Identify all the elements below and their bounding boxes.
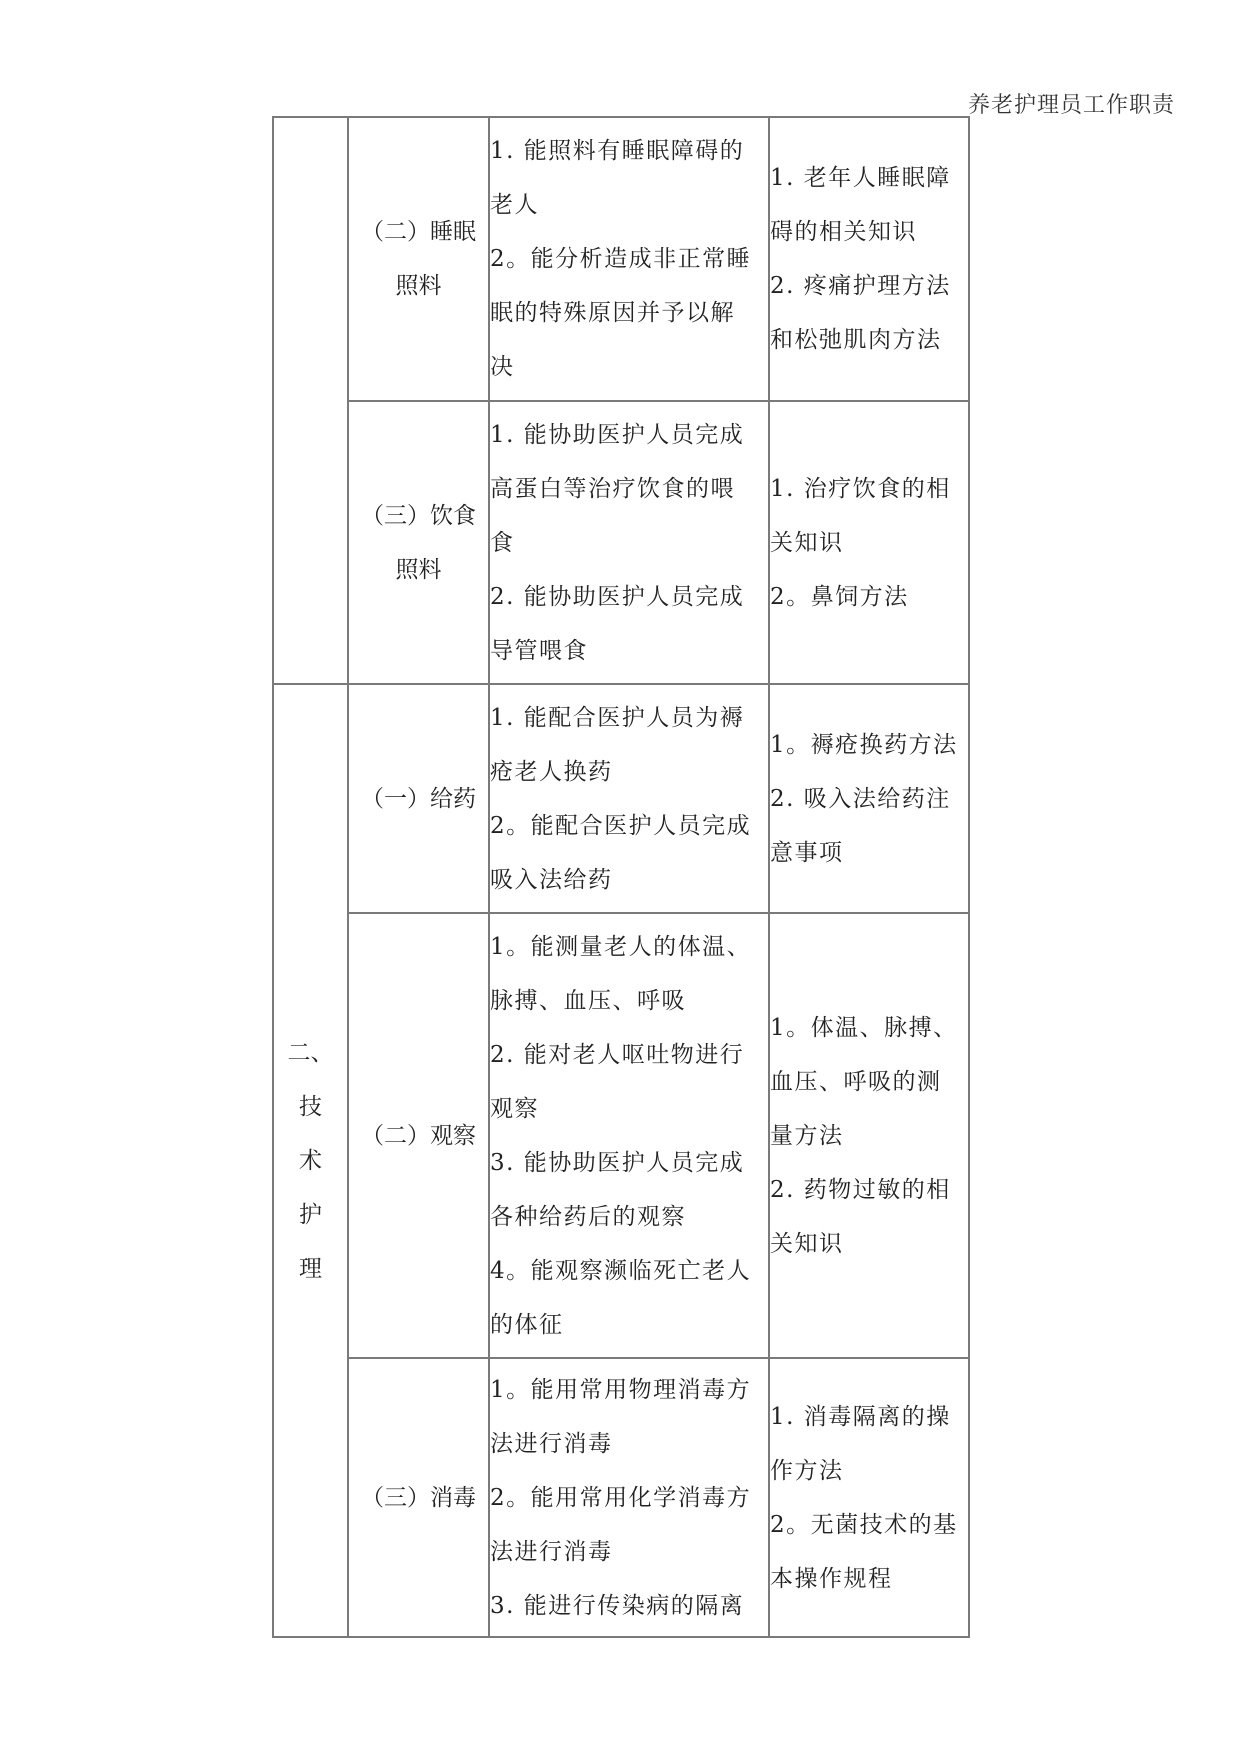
subcategory-line: （三）饮食 — [361, 502, 476, 529]
subcategory-cell — [348, 913, 489, 1358]
knowledge-line: 2。无菌技术的基 — [770, 1511, 958, 1538]
skill-line: 各种给药后的观察 — [490, 1203, 686, 1230]
category-cell — [273, 684, 348, 1637]
skill-line: 1。能测量老人的体温、 — [490, 933, 752, 960]
skill-requirements-cell — [489, 1358, 769, 1637]
knowledge-line: 作方法 — [770, 1457, 844, 1484]
knowledge-line: 1. 老年人睡眠障 — [770, 165, 951, 191]
knowledge-line: 和松弛肌肉方法 — [770, 327, 942, 353]
skill-line: 疮老人换药 — [490, 758, 613, 785]
table-row — [273, 684, 969, 913]
knowledge-line: 1。体温、脉搏、 — [770, 1014, 958, 1041]
skill-line: 2。能配合医护人员完成 — [490, 812, 752, 839]
skill-line: 的体征 — [490, 1311, 564, 1338]
knowledge-line: 意事项 — [770, 839, 844, 866]
category-cell-empty — [273, 117, 348, 684]
skill-line: 1。能用常用物理消毒方 — [490, 1376, 752, 1403]
subcategory-cell — [348, 1358, 489, 1637]
knowledge-cell — [769, 1358, 969, 1637]
subcategory-line: 照料 — [395, 273, 442, 299]
table-row — [273, 401, 969, 684]
knowledge-line: 量方法 — [770, 1122, 844, 1149]
subcategory-line: 照料 — [395, 556, 442, 583]
skill-line: 吸入法给药 — [490, 866, 613, 893]
knowledge-line: 1. 消毒隔离的操 — [770, 1403, 951, 1430]
table-row — [273, 913, 969, 1358]
category-char: 技 — [299, 1093, 322, 1120]
page-header-title: 养老护理员工作职责 — [967, 93, 1175, 118]
knowledge-cell — [769, 684, 969, 913]
skill-line: 1. 能协助医护人员完成 — [490, 421, 745, 448]
skill-line: 食 — [490, 529, 515, 556]
subcategory-line: （二）睡眠 — [361, 219, 476, 245]
skill-line: 高蛋白等治疗饮食的喂 — [490, 475, 735, 502]
skill-line: 3. 能进行传染病的隔离 — [490, 1592, 745, 1619]
knowledge-cell — [769, 401, 969, 684]
skill-line: 3. 能协助医护人员完成 — [490, 1149, 745, 1176]
knowledge-cell — [769, 117, 969, 401]
knowledge-line: 碍的相关知识 — [770, 219, 917, 245]
skill-line: 法进行消毒 — [490, 1430, 613, 1457]
knowledge-line: 2。鼻饲方法 — [770, 583, 909, 610]
knowledge-line: 关知识 — [770, 1230, 844, 1257]
table-row — [273, 117, 969, 401]
skill-line: 2。能用常用化学消毒方 — [490, 1484, 752, 1511]
skill-line: 1. 能配合医护人员为褥 — [490, 704, 745, 731]
skill-line: 法进行消毒 — [490, 1538, 613, 1565]
category-char: 护 — [299, 1201, 322, 1228]
knowledge-line: 本操作规程 — [770, 1565, 893, 1592]
skill-line: 观察 — [490, 1095, 539, 1122]
subcategory-line: （二）观察 — [361, 1122, 476, 1149]
subcategory-cell — [348, 401, 489, 684]
subcategory-line: （三）消毒 — [361, 1484, 476, 1511]
knowledge-line: 1. 治疗饮食的相 — [770, 475, 951, 502]
skill-requirements-cell — [489, 913, 769, 1358]
subcategory-cell — [348, 117, 489, 401]
job-duty-table — [272, 116, 970, 1638]
skill-line: 4。能观察濒临死亡老人 — [490, 1257, 752, 1284]
subcategory-cell — [348, 684, 489, 913]
category-char: 术 — [299, 1147, 322, 1174]
skill-line: 1. 能照料有睡眠障碍的 — [490, 138, 745, 164]
category-char: 二、 — [287, 1039, 334, 1066]
skill-line: 导管喂食 — [490, 637, 588, 664]
knowledge-line: 1。褥疮换药方法 — [770, 731, 958, 758]
subcategory-line: （一）给药 — [361, 785, 476, 812]
skill-line: 2. 能对老人呕吐物进行 — [490, 1041, 745, 1068]
skill-requirements-cell — [489, 684, 769, 913]
skill-line: 眠的特殊原因并予以解 — [490, 300, 735, 326]
knowledge-line: 2. 药物过敏的相 — [770, 1176, 951, 1203]
skill-line: 2. 能协助医护人员完成 — [490, 583, 745, 610]
skill-line: 老人 — [490, 192, 539, 218]
knowledge-line: 2. 疼痛护理方法 — [770, 273, 951, 299]
skill-requirements-cell — [489, 401, 769, 684]
skill-requirements-cell — [489, 117, 769, 401]
knowledge-cell — [769, 913, 969, 1358]
category-char: 理 — [299, 1255, 322, 1282]
skill-line: 脉搏、血压、呼吸 — [490, 987, 686, 1014]
table-row — [273, 1358, 969, 1637]
skill-line: 决 — [490, 354, 515, 380]
knowledge-line: 血压、呼吸的测 — [770, 1068, 942, 1095]
skill-line: 2。能分析造成非正常睡 — [490, 246, 752, 272]
knowledge-line: 关知识 — [770, 529, 844, 556]
knowledge-line: 2. 吸入法给药注 — [770, 785, 951, 812]
